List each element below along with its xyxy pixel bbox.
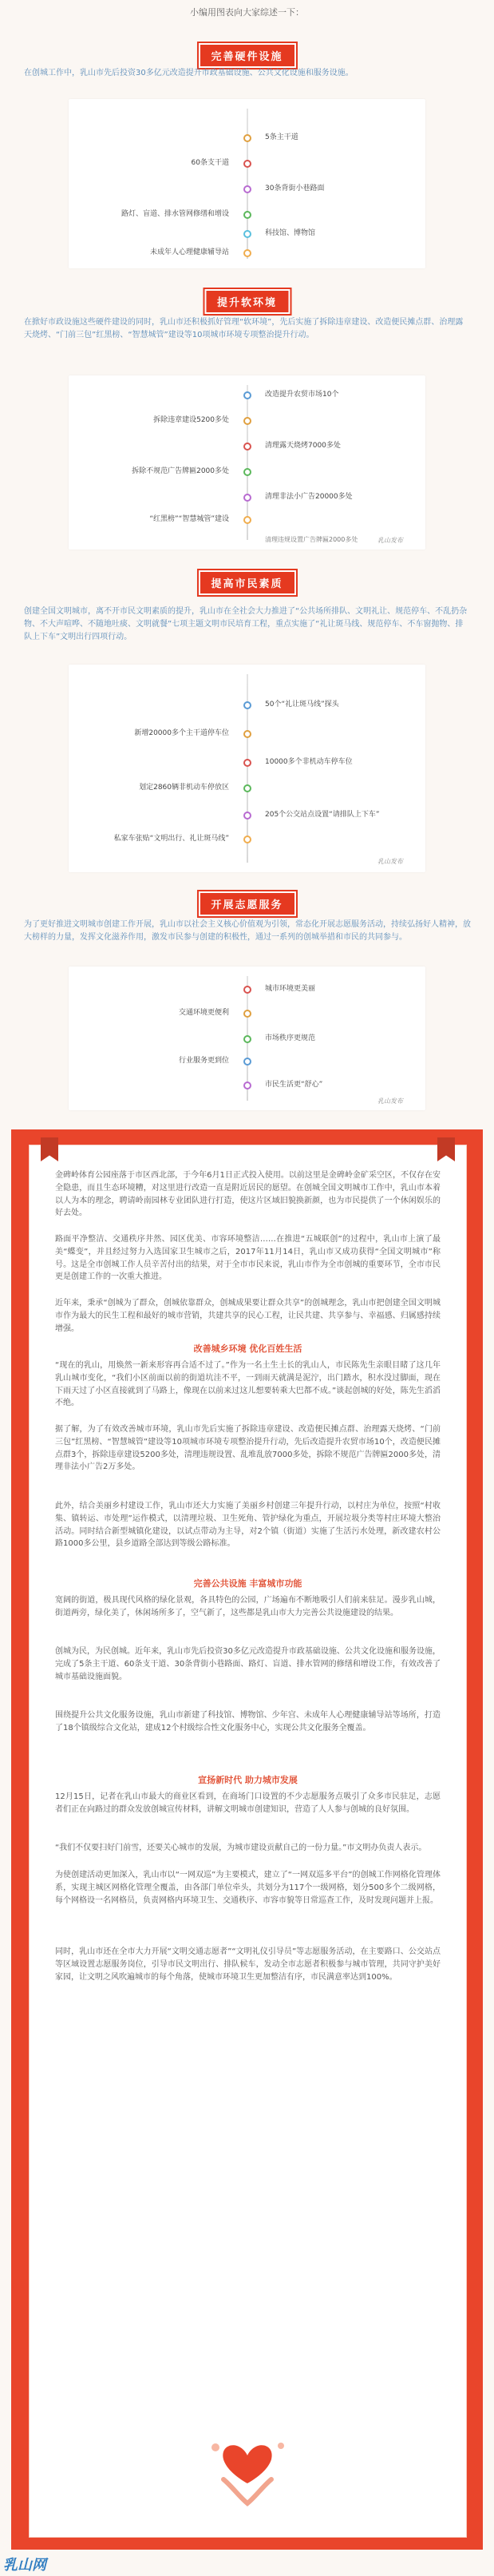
timeline-node — [243, 986, 251, 994]
article-subtitle: 宣扬新时代 助力城市发展 — [198, 1775, 298, 1785]
timeline-node — [243, 1082, 251, 1090]
article-paragraph: 12月15日，记者在乳山市最大的商业区看到，在商场门口设置的不少志愿服务点吸引了众多市民驻足，志愿者们正在向路过的群众发放创城宣传材料，讲解文明城市创建知识，营造了人人参与创城的良好氛围。 — [55, 1792, 441, 1814]
article-paragraph: 为使创建活动更加深入，乳山市以“一网双巡”为主要模式，建立了“一网双巡多平台”的创城工作网格化管理体系，实现主城区网格化管理全覆盖，由各部门单位牵头，共划分为117个一级网格，划分500多个二级网格，每个网格设一名网格员，负责网格内环境卫生、交通秩序、市容市貌等日常巡查工作，及时发现问题并上报。 — [55, 1871, 441, 1905]
article-paragraph: 据了解，为了有效改善城市环境，乳山市先后实施了拆除违章建设、改造便民摊点群、治理露天烧烤、“门前三包”红黑榜、“智慧城管”建设等10项城市环境专项整治提升行动，先后改造提升农贸市场10个，改造便民摊点群3个，拆除违章建设5200多处，清理违规设置、乱堆乱放7000多处，拆除不规范广告牌匾2000多处，清理非法小广告2万多处。 — [55, 1425, 441, 1472]
timeline-label: 科技馆、博物馆 — [265, 229, 316, 237]
timeline-label: 新增20000多个主干道停车位 — [134, 729, 229, 737]
heart-icon — [223, 2445, 271, 2483]
watermark: 乳山发布 — [377, 858, 403, 865]
article-subtitle: 改善城乡环境 优化百姓生活 — [193, 1344, 302, 1354]
timeline-label: 路灯、盲道、排水管网修缮和增设 — [121, 210, 229, 218]
timeline-label: 未成年人心理健康辅导站 — [149, 248, 229, 256]
timeline-label: 清理违规设置广告牌匾2000多处 — [265, 536, 358, 543]
timeline-label: 划定2860辆非机动车停放区 — [139, 784, 229, 792]
timeline-label: 205个公交站点设置“请排队上下车” — [265, 811, 380, 819]
article-paragraph: “我们不仅要扫好门前雪，还要关心城市的发展，为城市建设贡献自己的一份力量。”市文明办负责人表示。 — [55, 1844, 427, 1852]
timeline-label: 5条主干道 — [265, 133, 298, 141]
timeline-label: 城市环境更美丽 — [265, 985, 316, 993]
article-paragraph: 同时，乳山市还在全市大力开展“文明交通志愿者”“文明礼仪引导员”等志愿服务活动，在主要路口、公交站点等区域设置志愿服务岗位，引导市民文明出行、排队候车，发动全市志愿者积极参与城市管理，共同守护美好家园，让文明之风吹遍城市的每个角落，使城市环境卫生更加整洁有序，市民满意率达到100%。 — [55, 1947, 441, 1982]
timeline-label: 交通环境更便利 — [178, 1009, 229, 1017]
timeline-label: 60条支干道 — [191, 159, 229, 167]
watermark: 乳山发布 — [377, 1097, 403, 1105]
banner-citizen-quality: 提高市民素质 — [198, 570, 295, 595]
article-paragraph: 宽阔的街道，极具现代风格的绿化景观，各具特色的公园，广场遍布不断地吸引人们前来驻足。漫步乳山城，街道两旁，绿化美了，休闲场所多了，空气新了，这些都是乳山市大力完善公共设施建设的结果。 — [55, 1596, 441, 1617]
timeline-label: 30条背街小巷路面 — [265, 185, 325, 193]
timeline-label: “红黑榜”“智慧城管”建设 — [149, 515, 229, 523]
article-frame — [11, 1129, 483, 2550]
intro-text: 小编用图表向大家综述一下： — [190, 7, 304, 18]
article-subtitle: 完善公共设施 丰富城市功能 — [193, 1578, 302, 1589]
article-paragraph: 围绕提升公共文化服务设施，乳山市新建了科技馆、博物馆、少年宫、未成年人心理健康辅导站等场所，打造了18个镇级综合文化站，建成12个村级综合性文化服务中心，实现公共文化服务全覆盖。 — [55, 1711, 441, 1733]
watermark: 乳山发布 — [377, 537, 403, 544]
article-paragraph: “现在的乳山，用焕然一新来形容再合适不过了。”作为一名土生土长的乳山人，市民陈先生亲眼目睹了这几年乳山城市变化，“我们小区前面以前的街道坑洼不平，一到雨天就满是泥泞，出门踏水，积水没过脚面，现在下雨天过了小区直接就到了马路上，像现在以前来过这儿想要转乘大巴都不成。”谈起创城的好处，陈先生滔滔不绝。 — [55, 1361, 441, 1408]
section2-text: 在掀好市政设施这些硬件建设的同时，乳山市还积极抓好管理“软环境”，先后实施了拆除违章建设、改造便民摊点群、治理露天烧烤、“门前三包”红黑榜、“智慧城管”建设等10项城市环境专项整治提升行动。 — [24, 318, 464, 339]
timeline-label: 行业服务更到位 — [178, 1057, 229, 1065]
banner-volunteer: 开展志愿服务 — [198, 891, 295, 916]
article-paragraph: 近年来，秉承“创城为了群众，创城依靠群众，创城成果要让群众共享”的创城理念，乳山市把创建全国文明城市作为最大的民生工程和最好的城市营销，共建共享的民心工程，让民共建、共享参与、幸福感、归属感持续增强。 — [55, 1299, 441, 1333]
timeline-label: 私家车张贴“文明出行、礼让斑马线” — [113, 835, 229, 843]
timeline-label: 10000多个非机动车停车位 — [265, 758, 353, 766]
timeline-label: 50个“礼让斑马线”探头 — [265, 701, 339, 708]
timeline-label: 拆除违章建设5200多处 — [153, 416, 229, 424]
timeline-node — [243, 1058, 251, 1066]
dot-icon — [278, 2443, 284, 2449]
banner-soft-environment: 提升软环境 — [204, 289, 290, 314]
article-paragraph: 此外，结合美丽乡村建设工作，乳山市还大力实施了美丽乡村创建三年提升行动，以村庄为单位，按照“村收集、镇转运、市处理”运作模式，以清理垃圾、卫生死角、管护绿化为重点，开展垃圾分类等村庄环境大整治活动。同时结合新型城镇化建设，以试点带动为主导，对2个镇（街道）实施了生活污水处理，新改建农村公路1000多公里，县乡道路全部达到等级公路标准。 — [55, 1502, 441, 1549]
dot-icon — [211, 2443, 219, 2451]
ribbon-left — [41, 1137, 58, 1161]
section1-text: 在创城工作中，乳山市先后投资30多亿元改造提升市政基础设施、公共文化设施和服务设施。 — [24, 69, 354, 77]
timeline-label: 市场秩序更规范 — [265, 1034, 316, 1042]
timeline-label: 改造提升农贸市场10个 — [265, 391, 339, 399]
article-paper — [29, 1145, 467, 2538]
section3-text: 创建全国文明城市，离不开市民文明素质的提升，乳山市在全社会大力推进了“公共场所排队、文明礼让、规范停车、不乱扔杂物、不大声喧哗、不随地吐痰、文明就餐”七项主题文明市民培育工程，重点实施了“礼让斑马线、规范停车、不车窗抛物、排队上下车”文明出行四项行动。 — [24, 607, 468, 641]
article-paragraph: 金碑岭体育公园座落于市区西北部，于今年6月1日正式投入使用。以前这里是金碑岭金矿采空区，不仅存在安全隐患，而且生态环境糟，对这里进行改造一直是附近居民的愿望。在创城全国文明城市工作中，乳山市本着以人为本的理念，聘请岭南园林专业团队进行打造，使这片区域旧貌换新颜，也为市民提供了一个休闲娱乐的好去处。 — [55, 1171, 441, 1218]
timeline-node — [243, 1035, 251, 1043]
hands-heart-illustration — [192, 2423, 303, 2511]
timeline-node — [243, 1010, 251, 1018]
timeline-label: 清理非法小广告20000多处 — [265, 493, 353, 501]
section4-text: 为了更好推进文明城市创建工作开展，乳山市以社会主义核心价值观为引领，常态化开展志愿服务活动，持续弘扬好人精神，放大榜样的力量，发挥文化滋养作用，激发市民参与创建的积极性，通过一系列的创城举措和市民的共同参与。 — [24, 920, 471, 942]
ribbon-right — [437, 1137, 455, 1161]
article-paragraph: 创城为民，为民创城。近年来，乳山市先后投资30多亿元改造提升市政基础设施、公共文化设施和服务设施，完成了5条主干道、60条支干道、30条背街小巷路面、路灯、盲道、排水管网的修缮和增设工作，有效改善了城市基础设施面貌。 — [55, 1647, 441, 1681]
timeline-label: 市民生活更“舒心” — [265, 1081, 323, 1089]
article-paragraph: 路面平净整洁、交通秩序井然、园区优美、市容环境整洁……在推进“五城联创”的过程中，乳山市上演了最美“蝶变”，并且经过努力入选国家卫生城市之后，2017年11月14日，乳山市又成功获得“全国文明城市”称号。这是全市创城工作人员辛苦付出的结果，对于全市市民来说，乳山市作为全市创城的重要环节，全市市民更是创建工作的一次重大推进。 — [55, 1235, 441, 1282]
banner-hardware: 完善硬件设施 — [198, 43, 295, 68]
timeline-label: 拆除不规范广告牌匾2000多处 — [132, 467, 229, 475]
timeline-card-4 — [69, 966, 425, 1110]
site-logo: 乳山网 — [3, 2557, 46, 2574]
timeline-label: 清理露天烧烤7000多处 — [265, 442, 341, 450]
